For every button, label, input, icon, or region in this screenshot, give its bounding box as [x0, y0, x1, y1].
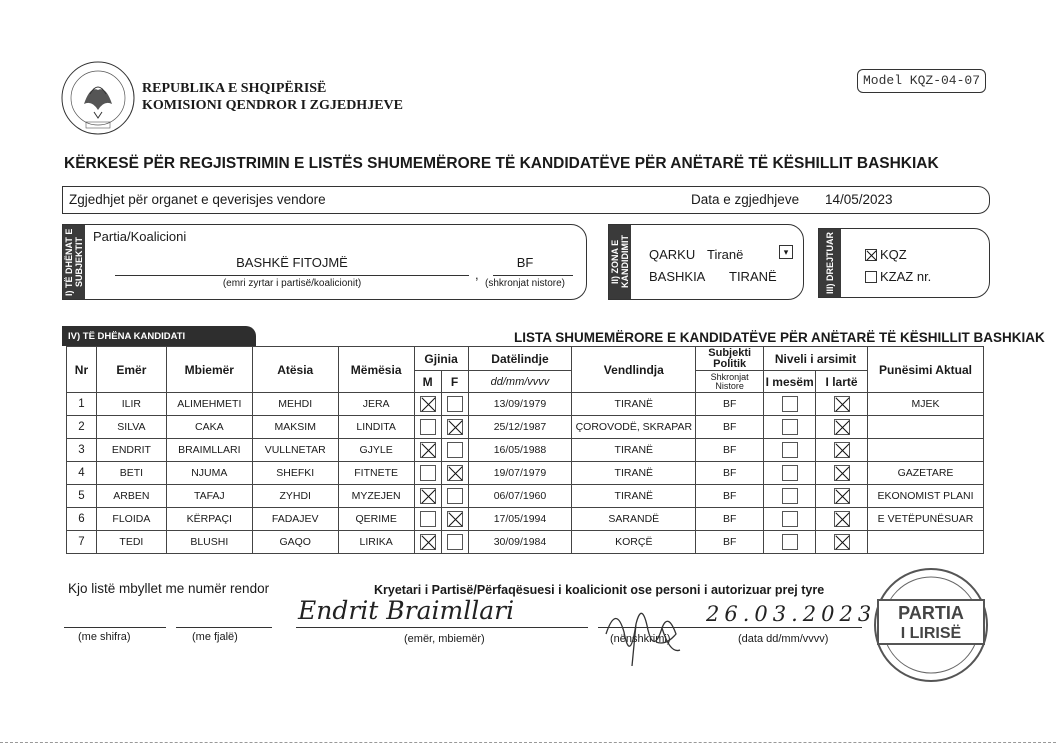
cell-punesimi[interactable]: E VETËPUNËSUAR: [868, 508, 984, 531]
header-mbiemer: Mbiemër: [166, 347, 252, 393]
cell-gender-f: [441, 508, 468, 531]
cell-gender-f: [441, 485, 468, 508]
cell-emer[interactable]: ENDRIT: [96, 439, 166, 462]
checkbox-icon[interactable]: [865, 271, 877, 283]
bashkia-label: BASHKIA: [649, 269, 706, 284]
hint-words: (me fjalë): [192, 631, 238, 643]
checkbox-icon[interactable]: [447, 442, 463, 458]
direction-option-kzaz-label: KZAZ nr.: [880, 269, 932, 284]
header-date-format: dd/mm/vvvv: [468, 371, 572, 393]
candidates-section-tab: IV) TË DHËNA KANDIDATI: [62, 326, 256, 346]
cell-arsim-mesem: [764, 393, 816, 416]
cell-mbiemer[interactable]: BRAIMLLARI: [166, 439, 252, 462]
cell-nr: 4: [67, 462, 97, 485]
checkbox-icon[interactable]: [447, 396, 463, 412]
table-row: [67, 439, 984, 462]
header-gjinia: Gjinia: [414, 347, 468, 371]
zone-bar: II) ZONA E KANDIDIMIT: [609, 225, 631, 299]
cell-arsim-mesem: [764, 439, 816, 462]
party-name-hint: (emri zyrtar i partisë/koalicionit): [222, 278, 362, 289]
checkbox-checked-icon[interactable]: [447, 465, 463, 481]
direction-bar: III) DREJTUAR: [819, 229, 841, 297]
checkbox-icon[interactable]: [782, 488, 798, 504]
cell-datelindje[interactable]: 25/12/1987: [468, 416, 572, 439]
header-emer: Emër: [96, 347, 166, 393]
party-name-field[interactable]: BASHKË FITOJMË: [236, 255, 348, 270]
cell-arsim-larte: [816, 531, 868, 554]
cell-arsim-larte: [816, 462, 868, 485]
header-memesia: Mëmësia: [338, 347, 414, 393]
org-line-2: KOMISIONI QENDROR I ZGJEDHJEVE: [142, 98, 403, 113]
checkbox-icon[interactable]: [420, 511, 436, 527]
order-number-digits-line[interactable]: [64, 627, 166, 628]
cell-subjekti[interactable]: BF: [696, 531, 764, 554]
signature-scribble: [596, 594, 692, 674]
cell-memesia[interactable]: MYZEJEN: [338, 485, 414, 508]
checkbox-checked-icon[interactable]: [420, 442, 436, 458]
cell-gender-m: [414, 393, 441, 416]
checkbox-icon[interactable]: [782, 419, 798, 435]
cell-vendlindja[interactable]: TIRANË: [572, 393, 696, 416]
cell-memesia[interactable]: JERA: [338, 393, 414, 416]
checkbox-checked-icon[interactable]: [834, 396, 850, 412]
cell-memesia[interactable]: QERIME: [338, 508, 414, 531]
cell-vendlindja[interactable]: ÇOROVODË, SKRAPAR: [572, 416, 696, 439]
organization-name: [142, 80, 403, 114]
header-atesia: Atësia: [252, 347, 338, 393]
checkbox-icon[interactable]: [447, 488, 463, 504]
table-row: [67, 393, 984, 416]
checkbox-icon[interactable]: [782, 465, 798, 481]
cell-emer[interactable]: FLOIDA: [96, 508, 166, 531]
checkbox-checked-icon[interactable]: [420, 488, 436, 504]
checkbox-checked-icon[interactable]: [834, 488, 850, 504]
cell-punesimi[interactable]: GAZETARE: [868, 462, 984, 485]
cell-datelindje[interactable]: 17/05/1994: [468, 508, 572, 531]
cell-emer[interactable]: TEDI: [96, 531, 166, 554]
header-subjekti-sub: Shkronjat Nistore: [696, 371, 764, 393]
cell-atesia[interactable]: GAQO: [252, 531, 338, 554]
cell-punesimi[interactable]: [868, 439, 984, 462]
checkbox-checked-icon[interactable]: [834, 534, 850, 550]
cell-arsim-larte: [816, 508, 868, 531]
party-abbr-underline: [493, 275, 573, 276]
cell-datelindje[interactable]: 30/09/1984: [468, 531, 572, 554]
header-datelindje: Datëlindje: [468, 347, 572, 371]
cell-mbiemer[interactable]: BLUSHI: [166, 531, 252, 554]
cell-punesimi[interactable]: [868, 531, 984, 554]
party-abbr-hint: (shkronjat nistore): [484, 278, 566, 289]
cell-arsim-mesem: [764, 508, 816, 531]
name-line[interactable]: [296, 627, 588, 628]
table-row: [67, 531, 984, 554]
cell-atesia[interactable]: ZYHDI: [252, 485, 338, 508]
cell-gender-f: [441, 531, 468, 554]
cell-nr: 5: [67, 485, 97, 508]
handwritten-date: 26.03.2023: [706, 602, 877, 626]
cell-memesia[interactable]: FITNETE: [338, 462, 414, 485]
cell-gender-f: [441, 393, 468, 416]
hint-signature: (nënshkrimi): [610, 633, 671, 645]
party-label: Partia/Koalicioni: [93, 229, 187, 244]
header-nr: Nr: [67, 347, 97, 393]
header-larte: I lartë: [816, 371, 868, 393]
cell-arsim-larte: [816, 439, 868, 462]
separator-comma: ,: [475, 267, 479, 282]
hint-name: (emër, mbiemër): [404, 633, 485, 645]
closing-text: Kjo listë mbyllet me numër rendor: [68, 581, 270, 596]
cell-emer[interactable]: ARBEN: [96, 485, 166, 508]
cell-arsim-mesem: [764, 531, 816, 554]
candidates-table: [66, 346, 984, 554]
direction-option-kzaz[interactable]: [865, 269, 931, 284]
cell-datelindje[interactable]: 13/09/1979: [468, 393, 572, 416]
cell-subjekti[interactable]: BF: [696, 416, 764, 439]
cell-atesia[interactable]: VULLNETAR: [252, 439, 338, 462]
cell-vendlindja[interactable]: KORÇË: [572, 531, 696, 554]
checkbox-icon[interactable]: [420, 465, 436, 481]
cell-gender-m: [414, 439, 441, 462]
checkbox-icon[interactable]: [782, 534, 798, 550]
election-date-value[interactable]: 14/05/2023: [825, 192, 893, 207]
checkbox-icon[interactable]: [420, 419, 436, 435]
checkbox-icon[interactable]: [782, 442, 798, 458]
cell-emer[interactable]: SILVA: [96, 416, 166, 439]
party-abbr-field[interactable]: BF: [516, 255, 534, 270]
cell-arsim-larte: [816, 416, 868, 439]
cell-mbiemer[interactable]: NJUMA: [166, 462, 252, 485]
form-title: KËRKESË PËR REGJISTRIMIN E LISTËS SHUMEMËRORE TË KANDIDATËVE PËR ANËTARË TË KËSHILLIT BASHKIAK: [64, 155, 939, 172]
checkbox-checked-icon[interactable]: [447, 419, 463, 435]
cell-emer[interactable]: BETI: [96, 462, 166, 485]
zone-section: [608, 224, 804, 300]
cell-gender-m: [414, 485, 441, 508]
checkbox-checked-icon[interactable]: [834, 419, 850, 435]
header-punesimi: Punësimi Aktual: [868, 347, 984, 393]
svg-text:PARTIA: PARTIA: [898, 603, 964, 623]
cell-arsim-mesem: [764, 485, 816, 508]
cell-nr: 1: [67, 393, 97, 416]
checkbox-checked-icon[interactable]: [447, 511, 463, 527]
subject-section: [62, 224, 587, 300]
cell-datelindje[interactable]: 06/07/1960: [468, 485, 572, 508]
checkbox-checked-icon[interactable]: [865, 249, 877, 261]
cell-punesimi[interactable]: MJEK: [868, 393, 984, 416]
org-line-1: REPUBLIKA E SHQIPËRISË: [142, 81, 327, 96]
cell-mbiemer[interactable]: KËRPAÇI: [166, 508, 252, 531]
party-name-underline: [115, 275, 469, 276]
cell-gender-f: [441, 416, 468, 439]
date-line[interactable]: [700, 627, 862, 628]
cell-datelindje[interactable]: 16/05/1988: [468, 439, 572, 462]
qarku-label: QARKU: [649, 247, 696, 262]
cell-atesia[interactable]: MAKSIM: [252, 416, 338, 439]
bashkia-value[interactable]: TIRANË: [729, 269, 777, 284]
cell-gender-f: [441, 439, 468, 462]
chevron-down-icon[interactable]: ▾: [779, 245, 793, 259]
hint-date: (data dd/mm/vvvv): [738, 633, 829, 645]
header-f: F: [441, 371, 468, 393]
list-title: LISTA SHUMEMËRORE E KANDIDATËVE PËR ANËTARË TË KËSHILLIT BASHKIAK: [514, 330, 1045, 345]
direction-option-kqz-label: KQZ: [880, 247, 907, 262]
svg-text:I LIRISË: I LIRISË: [900, 625, 962, 642]
cell-arsim-mesem: [764, 416, 816, 439]
cell-vendlindja[interactable]: TIRANË: [572, 462, 696, 485]
cell-punesimi[interactable]: [868, 416, 984, 439]
cell-gender-f: [441, 462, 468, 485]
cell-subjekti[interactable]: BF: [696, 439, 764, 462]
checkbox-icon[interactable]: [782, 511, 798, 527]
header-mesem: I mesëm: [764, 371, 816, 393]
header-vendlindja: Vendlindja: [572, 347, 696, 393]
election-date-label: Data e zgjedhjeve: [691, 192, 800, 207]
handwritten-name: Endrit Braimllari: [298, 596, 515, 625]
qarku-value[interactable]: Tiranë: [707, 247, 744, 262]
checkbox-checked-icon[interactable]: [420, 534, 436, 550]
cell-nr: 3: [67, 439, 97, 462]
cell-subjekti[interactable]: BF: [696, 508, 764, 531]
cell-memesia[interactable]: GJYLE: [338, 439, 414, 462]
table-row: [67, 416, 984, 439]
cell-emer[interactable]: ILIR: [96, 393, 166, 416]
cell-datelindje[interactable]: 19/07/1979: [468, 462, 572, 485]
table-row: [67, 485, 984, 508]
order-number-words-line[interactable]: [176, 627, 272, 628]
cell-nr: 7: [67, 531, 97, 554]
cell-subjekti[interactable]: BF: [696, 485, 764, 508]
cell-mbiemer[interactable]: ALIMEHMETI: [166, 393, 252, 416]
cell-memesia[interactable]: LIRIKA: [338, 531, 414, 554]
checkbox-icon[interactable]: [447, 534, 463, 550]
chair-text: Kryetari i Partisë/Përfaqësuesi i koalicionit ose personi i autorizuar prej tyre: [374, 583, 825, 597]
checkbox-checked-icon[interactable]: [420, 396, 436, 412]
cell-vendlindja[interactable]: TIRANË: [572, 485, 696, 508]
cell-mbiemer[interactable]: CAKA: [166, 416, 252, 439]
cell-gender-m: [414, 531, 441, 554]
cell-gender-m: [414, 508, 441, 531]
checkbox-checked-icon[interactable]: [834, 465, 850, 481]
direction-section: [818, 228, 990, 298]
cell-punesimi[interactable]: EKONOMIST PLANI: [868, 485, 984, 508]
cell-nr: 2: [67, 416, 97, 439]
elections-box: [62, 186, 990, 214]
cell-atesia[interactable]: MEHDI: [252, 393, 338, 416]
party-stamp: [870, 566, 992, 684]
subject-bar: I) TË DHËNAT E SUBJEKTIT: [63, 225, 85, 299]
cell-vendlindja[interactable]: SARANDË: [572, 508, 696, 531]
header-niveli: Niveli i arsimit: [764, 347, 868, 371]
checkbox-checked-icon[interactable]: [834, 511, 850, 527]
cell-gender-m: [414, 462, 441, 485]
cell-subjekti[interactable]: BF: [696, 393, 764, 416]
cell-subjekti[interactable]: BF: [696, 462, 764, 485]
cell-arsim-larte: [816, 485, 868, 508]
hint-digits: (me shifra): [78, 631, 131, 643]
direction-option-kqz[interactable]: [865, 247, 907, 262]
table-row: [67, 462, 984, 485]
cell-mbiemer[interactable]: TAFAJ: [166, 485, 252, 508]
model-code: Model KQZ-04-07: [857, 69, 986, 93]
cell-arsim-larte: [816, 393, 868, 416]
kqz-emblem-logo: [60, 60, 136, 136]
cell-vendlindja[interactable]: TIRANË: [572, 439, 696, 462]
cell-arsim-mesem: [764, 462, 816, 485]
cell-nr: 6: [67, 508, 97, 531]
elections-label: Zgjedhjet për organet e qeverisjes vendore: [69, 192, 326, 207]
checkbox-icon[interactable]: [782, 396, 798, 412]
cell-gender-m: [414, 416, 441, 439]
table-row: [67, 508, 984, 531]
header-m: M: [414, 371, 441, 393]
page-bottom-border: [0, 742, 1056, 743]
header-subjekti: Subjekti Politik: [696, 347, 764, 371]
cell-atesia[interactable]: SHEFKI: [252, 462, 338, 485]
cell-memesia[interactable]: LINDITA: [338, 416, 414, 439]
checkbox-checked-icon[interactable]: [834, 442, 850, 458]
cell-atesia[interactable]: FADAJEV: [252, 508, 338, 531]
